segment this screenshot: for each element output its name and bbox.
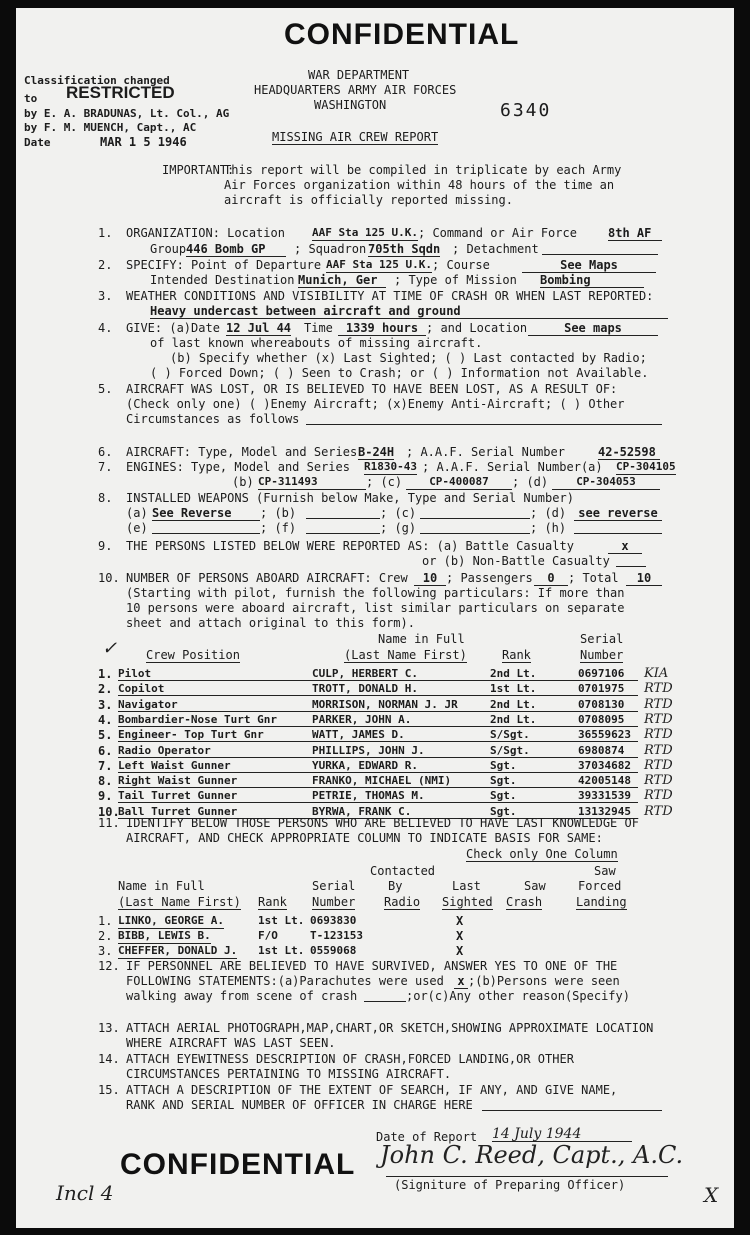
witness-row-serial: 0693830 (310, 914, 357, 927)
crew-row-note: RTD (644, 681, 673, 697)
witness-row-serial: T-123153 (310, 929, 363, 942)
item5-line-c: Circumstances as follows (126, 412, 300, 426)
item1-group: 446 Bomb GP (186, 242, 286, 257)
item6-serial: 42-52598 (598, 445, 660, 460)
item2-num: 2. (98, 258, 113, 272)
item7-engine-b: CP-311493 (258, 475, 366, 490)
crew-row-position: Right Waist Gunner (118, 774, 238, 788)
item14-num: 14. (98, 1052, 120, 1066)
reclass-by1: by E. A. BRADUNAS, Lt. Col., AG (24, 107, 230, 120)
crew-row-rule (118, 695, 638, 696)
item11-num: 11. (98, 816, 120, 830)
crew-row-rule (118, 680, 638, 681)
item10-line-e: 10 persons were aboard aircraft, list similar particulars on separate (126, 601, 625, 615)
witness-row-mark: X (456, 944, 464, 958)
item7-num: 7. (98, 460, 113, 474)
crew-row-serial: 6980874 (578, 743, 625, 757)
crew-row-serial: 39331539 (578, 789, 631, 803)
crew-row-note: RTD (644, 788, 673, 804)
item4-label-b: Time (304, 321, 333, 335)
item10-label-b: ; Passengers (446, 571, 533, 585)
item12-num: 12. (98, 959, 120, 973)
item7-label-eb: (b) (232, 475, 254, 489)
crew-header-serial-top: Serial (580, 632, 624, 646)
item2-label-a: SPECIFY: Point of Departure (126, 258, 322, 272)
item10-total: 10 (626, 571, 662, 586)
item10-passengers: 0 (534, 571, 568, 586)
signature: John C. Reed, Capt., A.C. (380, 1141, 684, 1169)
item4-label-c: ; and Location (426, 321, 528, 335)
crew-row-num: 6. (98, 743, 113, 758)
item7-label-ed: ; (d) (512, 475, 549, 489)
i11-header-serial-top: Serial (312, 879, 356, 893)
crew-row-note: RTD (644, 757, 673, 773)
crew-row-rank: 2nd Lt. (490, 712, 537, 726)
item4-line-e: (b) Specify whether (x) Last Sighted; ( ) Last contacted by Radio; (170, 351, 647, 365)
crew-row-rule (118, 711, 638, 712)
i11-header-sighted-top: Last (452, 879, 481, 893)
crew-row-rank: 1st Lt. (490, 682, 537, 696)
crew-row-num: 3. (98, 697, 113, 712)
item3-label: WEATHER CONDITIONS AND VISIBILITY AT TIME OF CRASH OR WHEN LAST REPORTED: (126, 289, 654, 303)
item6-label-b: ; A.A.F. Serial Number (406, 445, 565, 459)
item1-detachment-line (542, 254, 658, 255)
crew-row-name: MORRISON, NORMAN J. JR (312, 697, 458, 711)
item5-num: 5. (98, 382, 113, 396)
crew-row-note: RTD (644, 803, 673, 819)
item13-num: 13. (98, 1021, 120, 1035)
item8-weapon-f-line (306, 533, 380, 534)
witness-row-mark: X (456, 929, 464, 943)
witness-row-num: 3. (98, 944, 113, 958)
crew-row-name: TROTT, DONALD H. (312, 682, 418, 696)
i11-header-radio-bottom: Radio (384, 895, 421, 909)
i11-header-radio-mid: By (388, 879, 403, 893)
crew-row-rank: Sgt. (490, 804, 517, 818)
crew-row-rank: Sgt. (490, 789, 517, 803)
item10-num: 10. (98, 571, 120, 585)
item10-line-f: sheet and attach original to this form). (126, 616, 415, 630)
item8-weapon-d: see reverse (574, 506, 662, 521)
item10-label-c: ; Total (568, 571, 619, 585)
item6-label-a: AIRCRAFT: Type, Model and Series (126, 445, 358, 459)
item14-line-b: CIRCUMSTANCES PERTAINING TO MISSING AIRCRAFT. (126, 1067, 452, 1081)
crew-row-num: 10. (98, 804, 120, 819)
item1-label-a: ORGANIZATION: Location (126, 226, 285, 240)
i11-header-crash-bottom: Crash (506, 895, 543, 909)
important-line-2: Air Forces organization within 48 hours of the time an (224, 178, 615, 192)
crew-row-rule (118, 772, 638, 773)
signature-line (386, 1176, 668, 1177)
witness-row-rank: 1st Lt. (258, 944, 305, 957)
item1-label-e: ; Detachment (452, 242, 539, 256)
margin-note: Incl 4 (56, 1181, 114, 1205)
confidential-stamp-bottom: CONFIDENTIAL (120, 1148, 356, 1181)
reclass-to-value: RESTRICTED (66, 83, 175, 102)
item12-line-a: IF PERSONNEL ARE BELIEVED TO HAVE SURVIVED, ANSWER YES TO ONE OF THE (126, 959, 618, 973)
item2-destination: Munich, Ger (298, 273, 386, 288)
i11-header-crash-top: Saw (524, 879, 546, 893)
item10-crew: 10 (414, 571, 446, 586)
i11-header-name-top: Name in Full (118, 879, 205, 893)
i11-header-sighted-bottom: Sighted (442, 895, 493, 909)
crew-row-serial: 42005148 (578, 774, 631, 788)
item4-line-d: of last known whereabouts of missing aircraft. (150, 336, 483, 350)
witness-row-mark: X (456, 914, 464, 928)
crew-row-name: BYRWA, FRANK C. (312, 804, 412, 818)
item12-line-e: ;or(c)Any other reason(Specify) (406, 989, 630, 1003)
crew-row-serial: 36559623 (578, 728, 631, 742)
crew-header-position: Crew Position (146, 648, 240, 662)
witness-row-num: 1. (98, 914, 113, 928)
item6-num: 6. (98, 445, 113, 459)
important-line-3: aircraft is officially reported missing. (224, 193, 513, 207)
report-date-label: Date of Report (376, 1130, 478, 1144)
item9-num: 9. (98, 539, 113, 553)
item8-weapon-c-line (420, 518, 530, 519)
crew-row-name: CULP, HERBERT C. (312, 667, 418, 680)
item7-label-ec: ; (c) (366, 475, 403, 489)
crew-row-note: KIA (644, 666, 669, 681)
item12-walking-line (364, 1001, 406, 1002)
crew-row-num: 8. (98, 774, 113, 789)
item15-num: 15. (98, 1083, 120, 1097)
crew-row-serial: 0697106 (578, 667, 625, 680)
witness-row-rank: 1st Lt. (258, 914, 305, 927)
item2-label-c: Intended Destination (150, 273, 295, 287)
item13-line-a: ATTACH AERIAL PHOTOGRAPH,MAP,CHART,OR SKETCH,SHOWING APPROXIMATE LOCATION (126, 1021, 654, 1035)
item7-model: R1830-43 (364, 460, 417, 473)
crew-row-serial: 0708130 (578, 697, 625, 711)
important-line-1: This report will be compiled in triplicate by each Army (224, 163, 622, 177)
item2-course: See Maps (522, 258, 656, 273)
item12-line-b: FOLLOWING STATEMENTS:(a)Parachutes were used (126, 974, 444, 988)
i11-header-name-bottom: (Last Name First) (118, 895, 241, 909)
crew-row-rank: Sgt. (490, 758, 517, 772)
form-title: MISSING AIR CREW REPORT (272, 130, 439, 144)
item1-location: AAF Sta 125 U.K. (312, 226, 418, 239)
item8-label-wg: ; (g) (380, 521, 417, 535)
item8-label: INSTALLED WEAPONS (Furnish below Make, Type and Serial Number) (126, 491, 574, 505)
crew-row-note: RTD (644, 711, 673, 727)
crew-header-name-top: Name in Full (378, 632, 465, 646)
crew-header-name-bottom: (Last Name First) (344, 648, 467, 662)
crew-row-position: Radio Operator (118, 743, 211, 757)
crew-row-note: RTD (644, 742, 673, 758)
reclass-date-label: Date (24, 136, 51, 149)
item4-num: 4. (98, 321, 113, 335)
item14-line-a: ATTACH EYEWITNESS DESCRIPTION OF CRASH,FORCED LANDING,OR OTHER (126, 1052, 574, 1066)
crew-row-note: RTD (644, 773, 673, 789)
reclass-to-label: to (24, 92, 38, 105)
crew-row-note: RTD (644, 727, 673, 743)
crew-row-serial: 37034682 (578, 758, 631, 772)
item4-location: See maps (528, 321, 658, 336)
item1-label-c: Group (150, 242, 187, 256)
witness-row-name: CHEFFER, DONALD J. (118, 944, 238, 957)
report-date-value: 14 July 1944 (492, 1127, 632, 1142)
crew-row-position: Ball Turret Gunner (118, 804, 238, 818)
department-line: WAR DEPARTMENT (308, 68, 410, 82)
reclass-by2: by F. M. MUENCH, Capt., AC (24, 121, 197, 134)
item2-departure: AAF Sta 125 U.K. (326, 258, 432, 271)
report-sheet (16, 8, 734, 1228)
item8-weapon-e-line (152, 533, 260, 534)
item4-time: 1339 hours (338, 321, 426, 336)
crew-row-name: YURKA, EDWARD R. (312, 758, 418, 772)
item8-label-wf: ; (f) (260, 521, 297, 535)
i11-header-forced-top: Saw (594, 864, 616, 878)
item1-num: 1. (98, 226, 113, 240)
crew-row-name: PARKER, JOHN A. (312, 712, 412, 726)
crew-row-position: Left Waist Gunner (118, 758, 231, 772)
signature-label: (Signiture of Preparing Officer) (394, 1178, 626, 1192)
crew-row-rule (118, 741, 638, 742)
item12-parachutes: x (454, 974, 468, 989)
item5-line-b: (Check only one) ( )Enemy Aircraft; (x)Enemy Anti-Aircraft; ( ) Other (126, 397, 625, 411)
item8-label-wh: ; (h) (530, 521, 567, 535)
item1-label-b: ; Command or Air Force (418, 226, 577, 240)
item8-weapon-b-line (306, 518, 380, 519)
item8-label-wd: ; (d) (530, 506, 567, 520)
crew-row-note: RTD (644, 696, 673, 712)
i11-header-radio-top: Contacted (370, 864, 436, 878)
item3-weather: Heavy undercast between aircraft and ground (150, 304, 668, 319)
doc-number: 6340 (500, 100, 552, 121)
crew-header-rank: Rank (502, 648, 531, 662)
crew-row-name: FRANKO, MICHAEL (NMI) (312, 774, 452, 788)
item7-engine-d: CP-304053 (552, 475, 660, 490)
item9-nonbattle-line (616, 566, 646, 567)
i11-header-serial-bottom: Number (312, 895, 356, 909)
crew-row-num: 4. (98, 712, 113, 727)
crew-row-rank: 2nd Lt. (490, 697, 537, 711)
item8-weapon-g-line (420, 533, 530, 534)
item11-line-b: AIRCRAFT, AND CHECK APPROPRIATE COLUMN TO INDICATE BASIS FOR SAME: (126, 831, 603, 845)
crew-row-rank: 2nd Lt. (490, 667, 537, 680)
item1-command: 8th AF (608, 226, 662, 241)
item8-label-wa: (a) (126, 506, 148, 520)
item11-line-a: IDENTIFY BELOW THOSE PERSONS WHO ARE BELIEVED TO HAVE LAST KNOWLEDGE OF (126, 816, 639, 830)
item15-line-b: RANK AND SERIAL NUMBER OF OFFICER IN CHARGE HERE (126, 1098, 473, 1112)
confidential-stamp-top: CONFIDENTIAL (284, 18, 520, 51)
reclass-line: Classification changed (24, 74, 170, 87)
item12-line-d: walking away from scene of crash (126, 989, 358, 1003)
crew-row-serial: 13132945 (578, 804, 631, 818)
item8-label-wc: ; (c) (380, 506, 417, 520)
item15-officer-line (482, 1110, 662, 1111)
witness-row-serial: 0559068 (310, 944, 357, 957)
item2-label-d: ; Type of Mission (394, 273, 517, 287)
item8-label-wb: ; (b) (260, 506, 297, 520)
crew-header-serial-bottom: Number (580, 648, 624, 662)
crew-row-rank: Sgt. (490, 774, 517, 788)
crew-row-rule (118, 726, 638, 727)
crew-row-rule (118, 802, 638, 803)
crew-row-rank: S/Sgt. (490, 743, 530, 757)
item5-line-a: AIRCRAFT WAS LOST, OR IS BELIEVED TO HAVE BEEN LOST, AS A RESULT OF: (126, 382, 618, 396)
crew-row-serial: 0701975 (578, 682, 625, 696)
crew-row-position: Engineer- Top Turt Gnr (118, 728, 264, 742)
important-label: IMPORTANT: (162, 163, 235, 177)
crew-row-num: 1. (98, 667, 113, 681)
reclass-date-value: MAR 1 5 1946 (100, 135, 187, 149)
crew-row-position: Bombardier-Nose Turt Gnr (118, 712, 277, 726)
witness-row-num: 2. (98, 929, 113, 943)
crew-row-num: 7. (98, 758, 113, 773)
item8-weapon-h-line (574, 533, 662, 534)
item13-line-b: WHERE AIRCRAFT WAS LAST SEEN. (126, 1036, 336, 1050)
corner-mark: X (704, 1183, 719, 1207)
crew-row-name: PETRIE, THOMAS M. (312, 789, 425, 803)
city-line: WASHINGTON (314, 98, 387, 112)
item9-battle: x (608, 539, 642, 554)
crew-row-position: Tail Turret Gunner (118, 789, 238, 803)
crew-row-name: WATT, JAMES D. (312, 728, 405, 742)
item9-label-b: or (b) Non-Battle Casualty (422, 554, 610, 568)
item8-label-we: (e) (126, 521, 148, 535)
crew-row-rank: S/Sgt. (490, 728, 530, 742)
item4-line-f: ( ) Forced Down; ( ) Seen to Crash; or ( ) Information not Available. (150, 366, 649, 380)
crew-row-num: 5. (98, 728, 113, 743)
crew-row-num: 2. (98, 682, 113, 697)
item7-label-b: ; A.A.F. Serial Number(a) (422, 460, 603, 474)
item7-label-a: ENGINES: Type, Model and Series (126, 460, 350, 474)
crew-row-position: Navigator (118, 697, 178, 711)
item2-label-b: ; Course (432, 258, 490, 272)
item15-line-a: ATTACH A DESCRIPTION OF THE EXTENT OF SEARCH, IF ANY, AND GIVE NAME, (126, 1083, 618, 1097)
witness-row-name: LINKO, GEORGE A. (118, 914, 224, 927)
i11-header-forced-bottom: Landing (576, 895, 627, 909)
crew-row-rule (118, 787, 638, 788)
crew-row-num: 9. (98, 789, 113, 804)
item2-mission: Bombing (540, 273, 644, 288)
item4-date: 12 Jul 44 (226, 321, 292, 335)
crew-row-name: PHILLIPS, JOHN J. (312, 743, 425, 757)
item7-engine-a: CP-304105 (616, 460, 676, 473)
item5-circumstances-line (306, 424, 662, 425)
item6-model: B-24H (358, 445, 395, 459)
item7-engine-c: CP-400087 (406, 475, 512, 490)
i11-header-rank: Rank (258, 895, 287, 909)
crew-row-serial: 0708095 (578, 712, 625, 726)
item10-label-a: NUMBER OF PERSONS ABOARD AIRCRAFT: Crew (126, 571, 408, 585)
crew-row-position: Copilot (118, 682, 165, 696)
item1-label-d: ; Squadron (294, 242, 367, 256)
i11-header-forced-mid: Forced (578, 879, 622, 893)
crew-row-position: Pilot (118, 667, 152, 680)
witness-row-name: BIBB, LEWIS B. (118, 929, 211, 942)
hq-line: HEADQUARTERS ARMY AIR FORCES (254, 83, 457, 97)
item3-num: 3. (98, 289, 113, 303)
item11-line-c: Check only One Column (466, 847, 618, 861)
check-mark: ✓ (102, 638, 118, 659)
item9-label-a: THE PERSONS LISTED BELOW WERE REPORTED AS: (a) Battle Casualty (126, 539, 574, 553)
item4-label-a: GIVE: (a)Date (126, 321, 220, 335)
item12-line-c: ;(b)Persons were seen (468, 974, 620, 988)
crew-row-rule (118, 757, 638, 758)
item8-weapon-a: See Reverse (152, 506, 260, 521)
witness-row-rank: F/O (258, 929, 278, 942)
item1-squadron: 705th Sqdn (368, 242, 441, 256)
item10-line-d: (Starting with pilot, furnish the following particulars: If more than (126, 586, 625, 600)
item8-num: 8. (98, 491, 113, 505)
